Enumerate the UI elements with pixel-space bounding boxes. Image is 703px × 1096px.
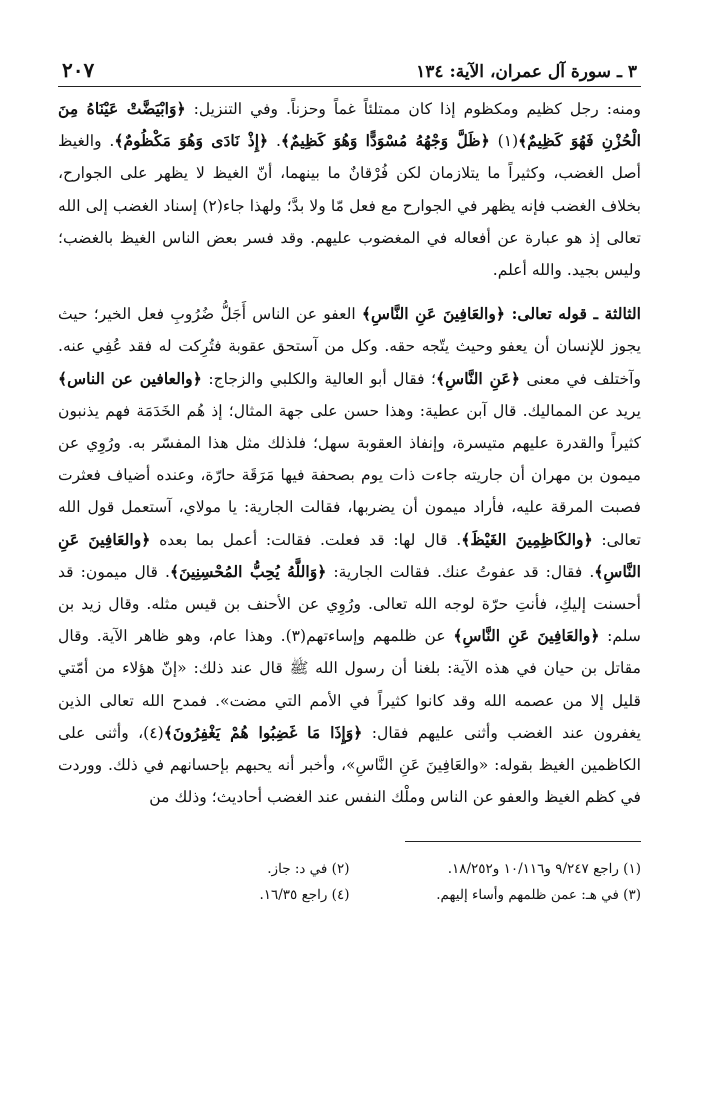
text-run: . (268, 132, 281, 151)
footnote-1: (١) راجع ٩/٢٤٧ و١٠/١١٦ و١٨/٢٥٢. (447, 861, 641, 878)
text-run: . والغيظ أصل الغضب، وكثيراً ما يتلازمان لكن فُرْقانٌ ما بينهما، أنّ الغيظ لا يظهر على الجوارح، بخلاف الغضب فإنه يظهر في الجوارح مع فعل مّا ولا بدَّ؛ ولهذا جاء(٢) إسناد الغضب إلى الله تعالى إذ هو عبارة عن أفعاله في المغضوب عليهم. وقد فسر بعض الناس الغيظ بالغضب؛ وليس بجيد. والله أعلم. (58, 132, 641, 280)
quran-quote: ﴿وَاللَّهُ يُحِبُّ المُحْسِنِينَ﴾ (169, 561, 327, 581)
text-run: ؛ فقال أبو العالية والكلبي والزجاج: (201, 369, 437, 388)
quran-quote: ﴿والعافين عن الناس﴾ (58, 368, 202, 388)
footnote-2: (٢) في د: جاز. (267, 861, 350, 878)
footnote-row (58, 882, 641, 908)
text-run: (١) (489, 132, 519, 151)
quran-quote: ﴿والعَافِينَ عَنِ النَّاسِ﴾ (453, 626, 600, 646)
footnote-3: (٣) في هـ: عمن ظلمهم وأساء إليهم. (436, 887, 641, 904)
footnote-rule (405, 841, 641, 842)
section-lead: الثالثة ـ قوله تعالى: (505, 304, 641, 324)
paragraph-1 (58, 93, 641, 286)
quran-quote: ﴿والكَاظِمِينَ الغَيْظَ﴾ (461, 529, 593, 549)
page-number: ٢٠٧ (62, 58, 95, 82)
text-run: العفو عن الناس أَجَلُّ ضُرُوبِ فعل الخير؛ حيث يجوز للإنسان أن يعفو وحيث يتّجه حقه. وكل من آستحق عقوبة فتُرِكت له فقد عُفِي عنه. وآختلف في معنى (58, 305, 641, 388)
quran-quote: ﴿عَنِ النَّاسِ﴾ (436, 368, 520, 388)
text-run: . فقال: قد عفوتُ عنك. فقالت الجارية: (326, 562, 595, 581)
text-run: (٤)، وأثنى على الكاظمين الغيظ بقوله: «والعَافِينَ عَنِ النَّاسِ»، وأخبر أنه يحبهم بإحسانهم في ذلك. ووردت في كظم الغيظ والعفو عن الناس وملْك النفس عند الغضب أحاديث؛ وذلك من (58, 723, 641, 807)
footnotes (58, 856, 641, 908)
page-header (58, 58, 641, 86)
quran-quote: ﴿والعَافِينَ عَنِ النَّاسِ﴾ (361, 304, 505, 324)
quran-quote: ﴿وَابْيَضَّتْ عَيْنَاهُ مِنَ الْحُزْنِ فَهُوَ كَظِيمٌ﴾ (58, 99, 641, 151)
main-text (58, 93, 641, 813)
text-run: . قال ميمون: قد أحسنت إليكِ، فأنتِ حرّة لوجه الله تعالى. ورُوِي عن الأحنف بن قيس مثله. وقال زيد بن سلم: (58, 562, 641, 646)
paragraph-2 (58, 298, 641, 813)
text-run: يريد عن المماليك. قال آبن عطية: وهذا حسن على جهة المثال؛ إذ هُم الخَدَمَة فهم يذنبون كثيراً والقدرة عليهم متيسرة، وإنفاذ العقوبة سهل؛ فلذلك مثل هذا المفسّر به. ورُوِي عن ميمون بن مهران أن جاريته جاءت ذات يوم بصحفة فيها مَرَقَة حارّة، وعنده أضياف فعثرت فصبت المرقة عليه، فأراد ميمون أن يضربها، فقالت الجارية: يا مولاي، آستعمل قول الله تعالى: (58, 401, 642, 549)
footnote-4: (٤) راجع ١٦/٣٥. (259, 887, 350, 904)
text-run: . قال لها: قد فعلت. فقالت: أعمل بما بعده (150, 530, 462, 549)
running-title: ٣ ـ سورة آل عمران، الآية: ١٣٤ (416, 62, 637, 82)
quran-quote: ﴿والعَافِينَ عَنِ النَّاسِ﴾ (58, 529, 642, 581)
quran-quote: ﴿وَإِذَا مَا غَضِبُوا هُمْ يَغْفِرُونَ﴾ (163, 722, 363, 742)
quran-quote: ﴿ظَلَّ وَجْهُهُ مُسْوَدًّا وَهُوَ كَظِيمٌ﴾ (280, 131, 490, 151)
footnote-row (58, 856, 641, 882)
quran-quote: ﴿إِذْ نَادَى وَهُوَ مَكْظُومٌ﴾ (114, 131, 269, 151)
text-run: عن ظلمهم وإساءتهم(٣). وهذا عام، وهو ظاهر الآية. وقال مقاتل بن حيان في هذه الآية: بلغنا أن رسول الله ﷺ قال عند ذلك: «إنّ هؤلاء من أمّتي قليل إلا من عصمه الله وقد كانوا كثيراً في الأمم التي مضت». فمدح الله تعالى الذين يغفرون عند الغضب وأثنى عليهم فقال: (58, 627, 641, 742)
text-run: ومنه: رجل كظيم ومكظوم إذا كان ممتلئاً غماً وحزناً. وفي التنزيل: (185, 100, 641, 118)
header-rule (58, 86, 641, 87)
